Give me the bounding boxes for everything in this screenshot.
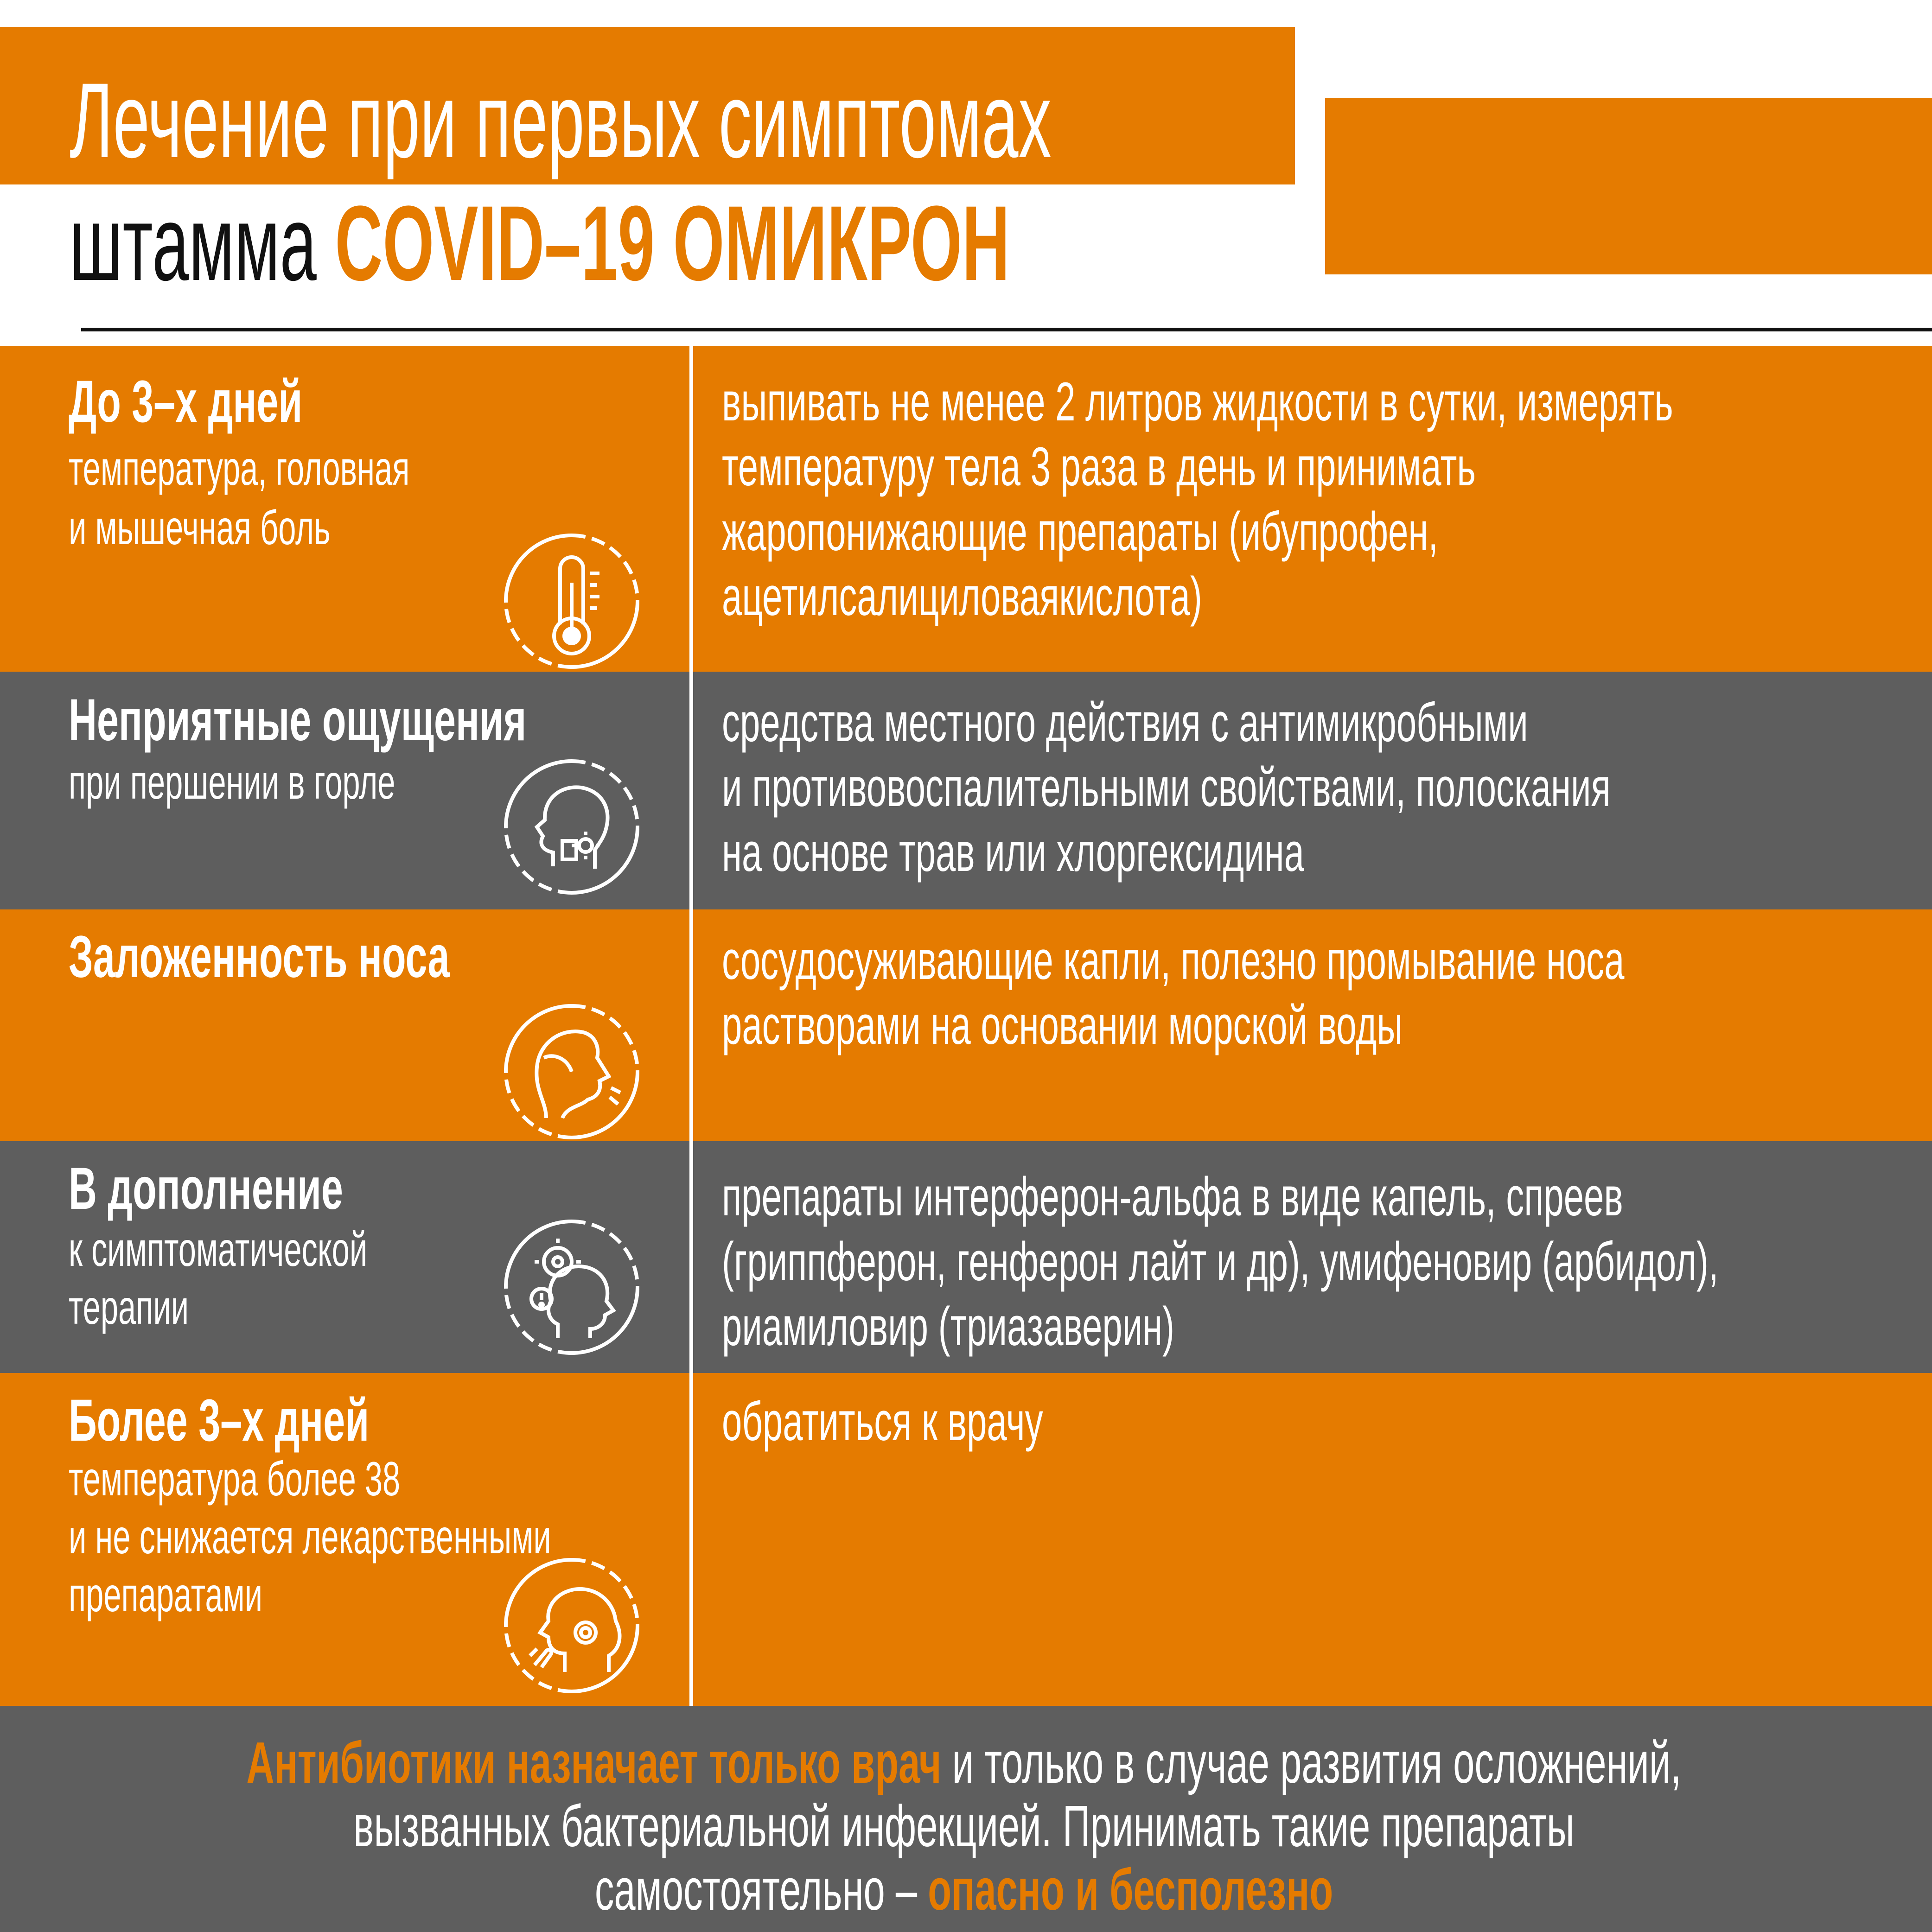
table-row-5: [0, 1373, 1932, 1706]
symptom-detail: терапии: [69, 1281, 189, 1335]
footer-warning: [0, 1706, 1932, 1932]
column-divider: [689, 346, 693, 672]
symptom-detail: и не снижается лекарственными: [69, 1510, 551, 1564]
footer-accent: Антибиотики назначает только врач: [246, 1730, 942, 1795]
page-subtitle: [70, 184, 1010, 303]
header-divider: [81, 328, 1932, 331]
treatment-text: препараты интерферон-альфа в виде капель, спреев: [722, 1166, 1623, 1227]
symptom-heading: Неприятные ощущения: [69, 687, 527, 753]
decorative-bar: [1325, 98, 1932, 274]
treatment-text: ацетилсалициловаякислота): [722, 566, 1202, 627]
sore-throat-icon: [502, 757, 641, 896]
symptom-heading: Заложенность носа: [69, 924, 450, 990]
symptom-heading: Более 3–х дней: [69, 1387, 370, 1454]
symptom-detail: температура, головная: [69, 442, 410, 496]
symptom-detail: к симптоматической: [69, 1223, 368, 1277]
subtitle-prefix: штамма: [70, 184, 335, 303]
footer-text: самостоятельно –: [594, 1857, 928, 1922]
virus-head-icon: [502, 1218, 641, 1357]
footer-line-2: вызванных бактериальной инфекцией. Принимать такие препараты: [353, 1793, 1575, 1859]
treatment-text: жаропонижающие препараты (ибупрофен,: [722, 501, 1438, 562]
symptom-detail: при першении в горле: [69, 756, 395, 809]
symptom-detail: и мышечная боль: [69, 501, 331, 555]
column-divider: [689, 672, 693, 909]
symptom-detail: температура более 38: [69, 1452, 401, 1506]
treatment-text: риамиловир (триазаверин): [722, 1296, 1175, 1357]
treatment-text: температуру тела 3 раза в день и принимать: [722, 436, 1476, 497]
runny-nose-icon: [502, 1002, 641, 1141]
treatment-text: сосудосуживающие капли, полезно промывание носа: [722, 930, 1625, 991]
subtitle-accent: COVID–19 ОМИКРОН: [335, 184, 1010, 303]
table-row-4: [0, 1141, 1932, 1373]
symptom-heading: До 3–х дней: [69, 369, 303, 435]
treatment-text: выпивать не менее 2 литров жидкости в сутки, измерять: [722, 371, 1673, 432]
treatment-text: (гриппферон, генферон лайт и др), умифеновир (арбидол),: [722, 1231, 1719, 1292]
table-row-1: [0, 346, 1932, 672]
symptom-detail: препаратами: [69, 1568, 263, 1622]
footer-line-1: [0, 1728, 1928, 1798]
footer-accent: опасно и бесполезно: [928, 1857, 1333, 1922]
table-row-2: [0, 672, 1932, 909]
treatment-text: и противовоспалительными свойствами, полоскания: [722, 757, 1611, 818]
cough-icon: [502, 1556, 641, 1695]
symptom-heading: В дополнение: [69, 1156, 343, 1222]
treatment-text: на основе трав или хлоргексидина: [722, 822, 1304, 883]
page-title: Лечение при первых симптомах: [70, 61, 1052, 180]
treatment-text: средства местного действия с антимикробными: [722, 692, 1528, 753]
footer-line-3: [0, 1855, 1928, 1925]
column-divider: [689, 1373, 693, 1706]
treatment-text: обратиться к врачу: [722, 1391, 1043, 1452]
table-row-3: [0, 909, 1932, 1141]
column-divider: [689, 909, 693, 1141]
treatment-text: растворами на основании морской воды: [722, 995, 1403, 1056]
column-divider: [689, 1141, 693, 1373]
footer-text: и только в случае развития осложнений,: [941, 1730, 1682, 1795]
thermometer-icon: [502, 532, 641, 671]
